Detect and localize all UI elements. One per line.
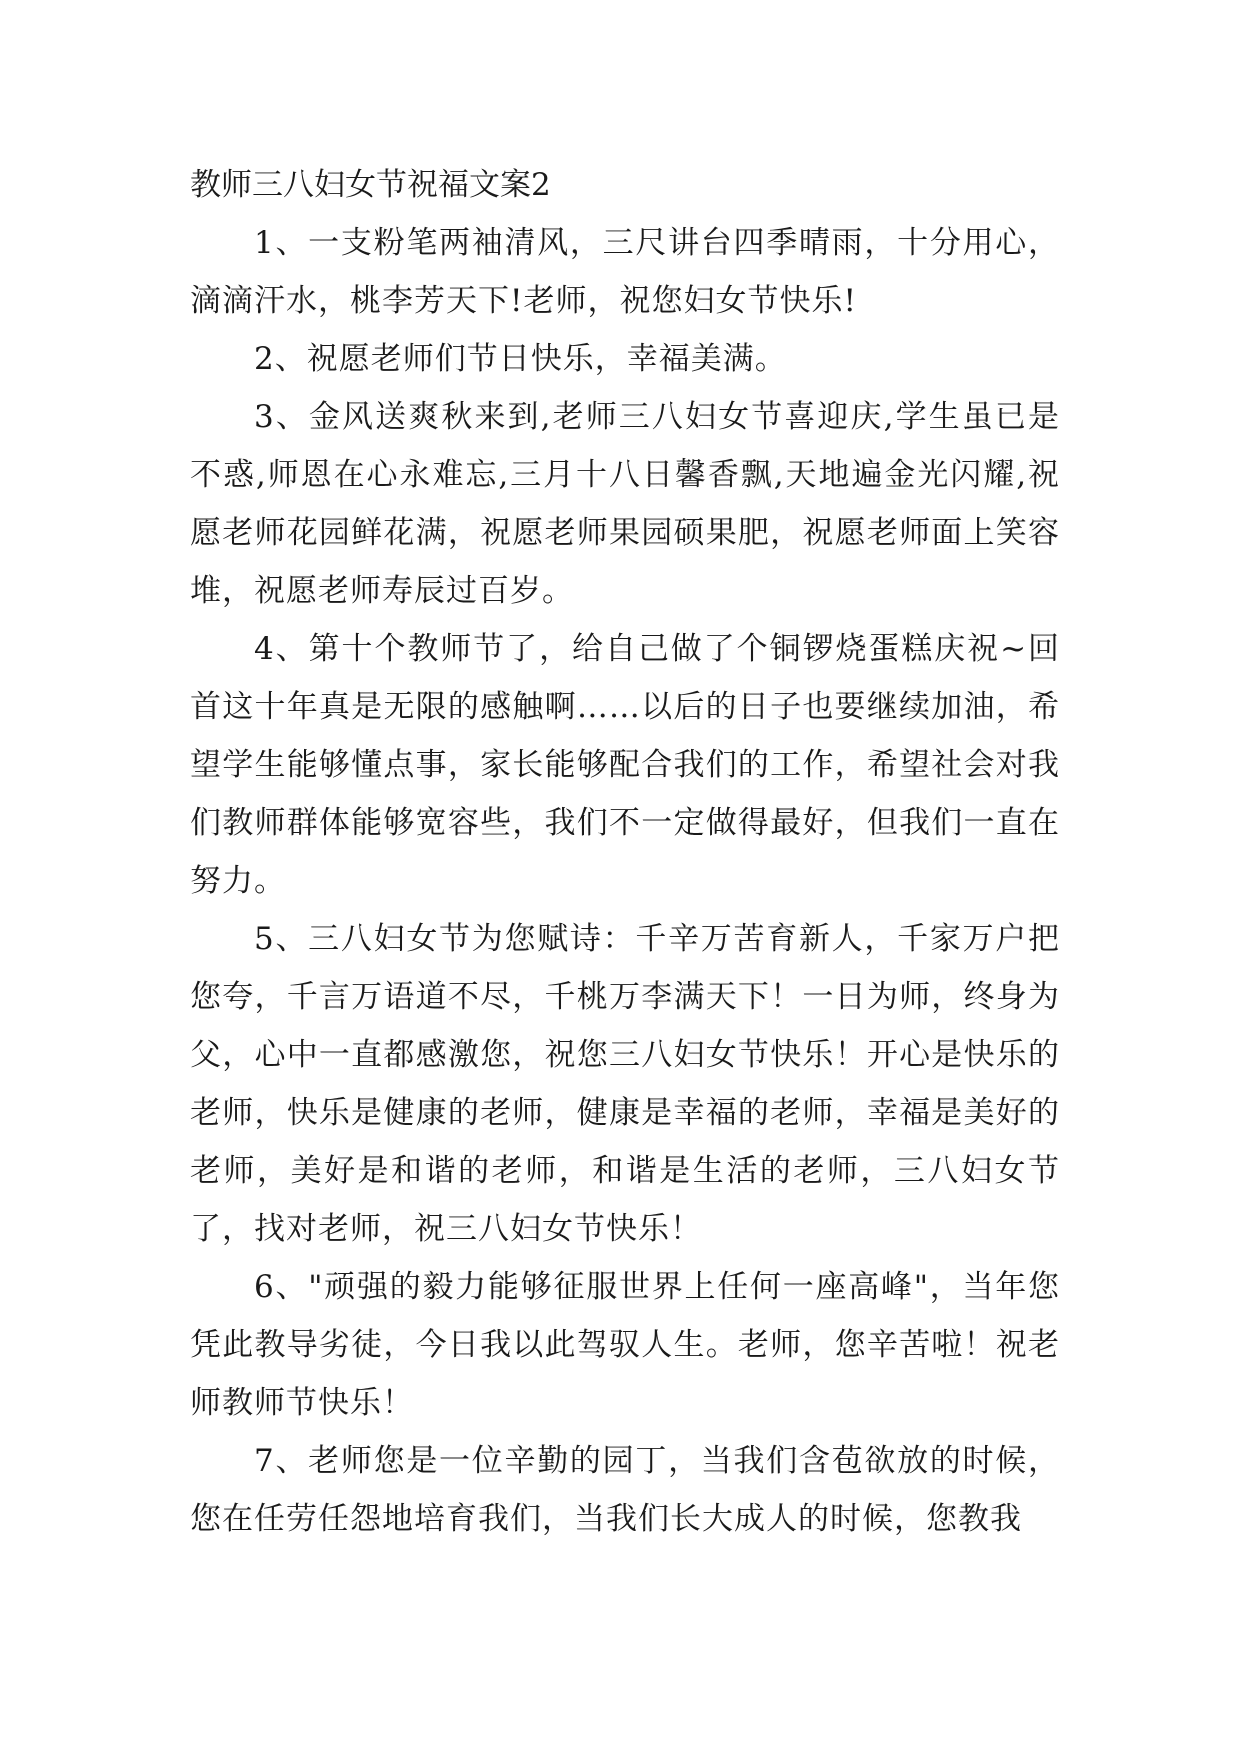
- paragraph-6: 6、"顽强的毅力能够征服世界上任何一座高峰"，当年您凭此教导劣徒，今日我以此驾驭人生。老师，您辛苦啦！祝老师教师节快乐！: [190, 1269, 1060, 1421]
- paragraph-1: 1、一支粉笔两袖清风，三尺讲台四季晴雨，十分用心，滴滴汗水，桃李芳天下!老师，祝您妇女节快乐!: [190, 225, 1060, 319]
- paragraph-3: 3、金风送爽秋来到,老师三八妇女节喜迎庆,学生虽已是不惑,师恩在心永难忘,三月十八日馨香飘,天地遍金光闪耀,祝愿老师花园鲜花满，祝愿老师果园硕果肥，祝愿老师面上笑容堆，祝愿老师寿辰过百岁。: [190, 399, 1060, 609]
- paragraph-7: 7、老师您是一位辛勤的园丁，当我们含苞欲放的时候，您在任劳任怨地培育我们，当我们长大成人的时候，您教我: [190, 1443, 1060, 1537]
- paragraph-4: 4、第十个教师节了，给自己做了个铜锣烧蛋糕庆祝~回首这十年真是无限的感触啊……以后的日子也要继续加油，希望学生能够懂点事，家长能够配合我们的工作，希望社会对我们教师群体能够宽容些，我们不一定做得最好，但我们一直在努力。: [190, 631, 1060, 899]
- paragraph-5: 5、三八妇女节为您赋诗：千辛万苦育新人，千家万户把您夸，千言万语道不尽，千桃万李满天下！一日为师，终身为父，心中一直都感激您，祝您三八妇女节快乐！开心是快乐的老师，快乐是健康的老师，健康是幸福的老师，幸福是美好的老师，美好是和谐的老师，和谐是生活的老师，三八妇女节了，找对老师，祝三八妇女节快乐！: [190, 921, 1060, 1247]
- paragraph-2: 2、祝愿老师们节日快乐，幸福美满。: [254, 341, 787, 377]
- document-body: [190, 156, 1060, 1548]
- document-title: 教师三八妇女节祝福文案2: [190, 167, 551, 203]
